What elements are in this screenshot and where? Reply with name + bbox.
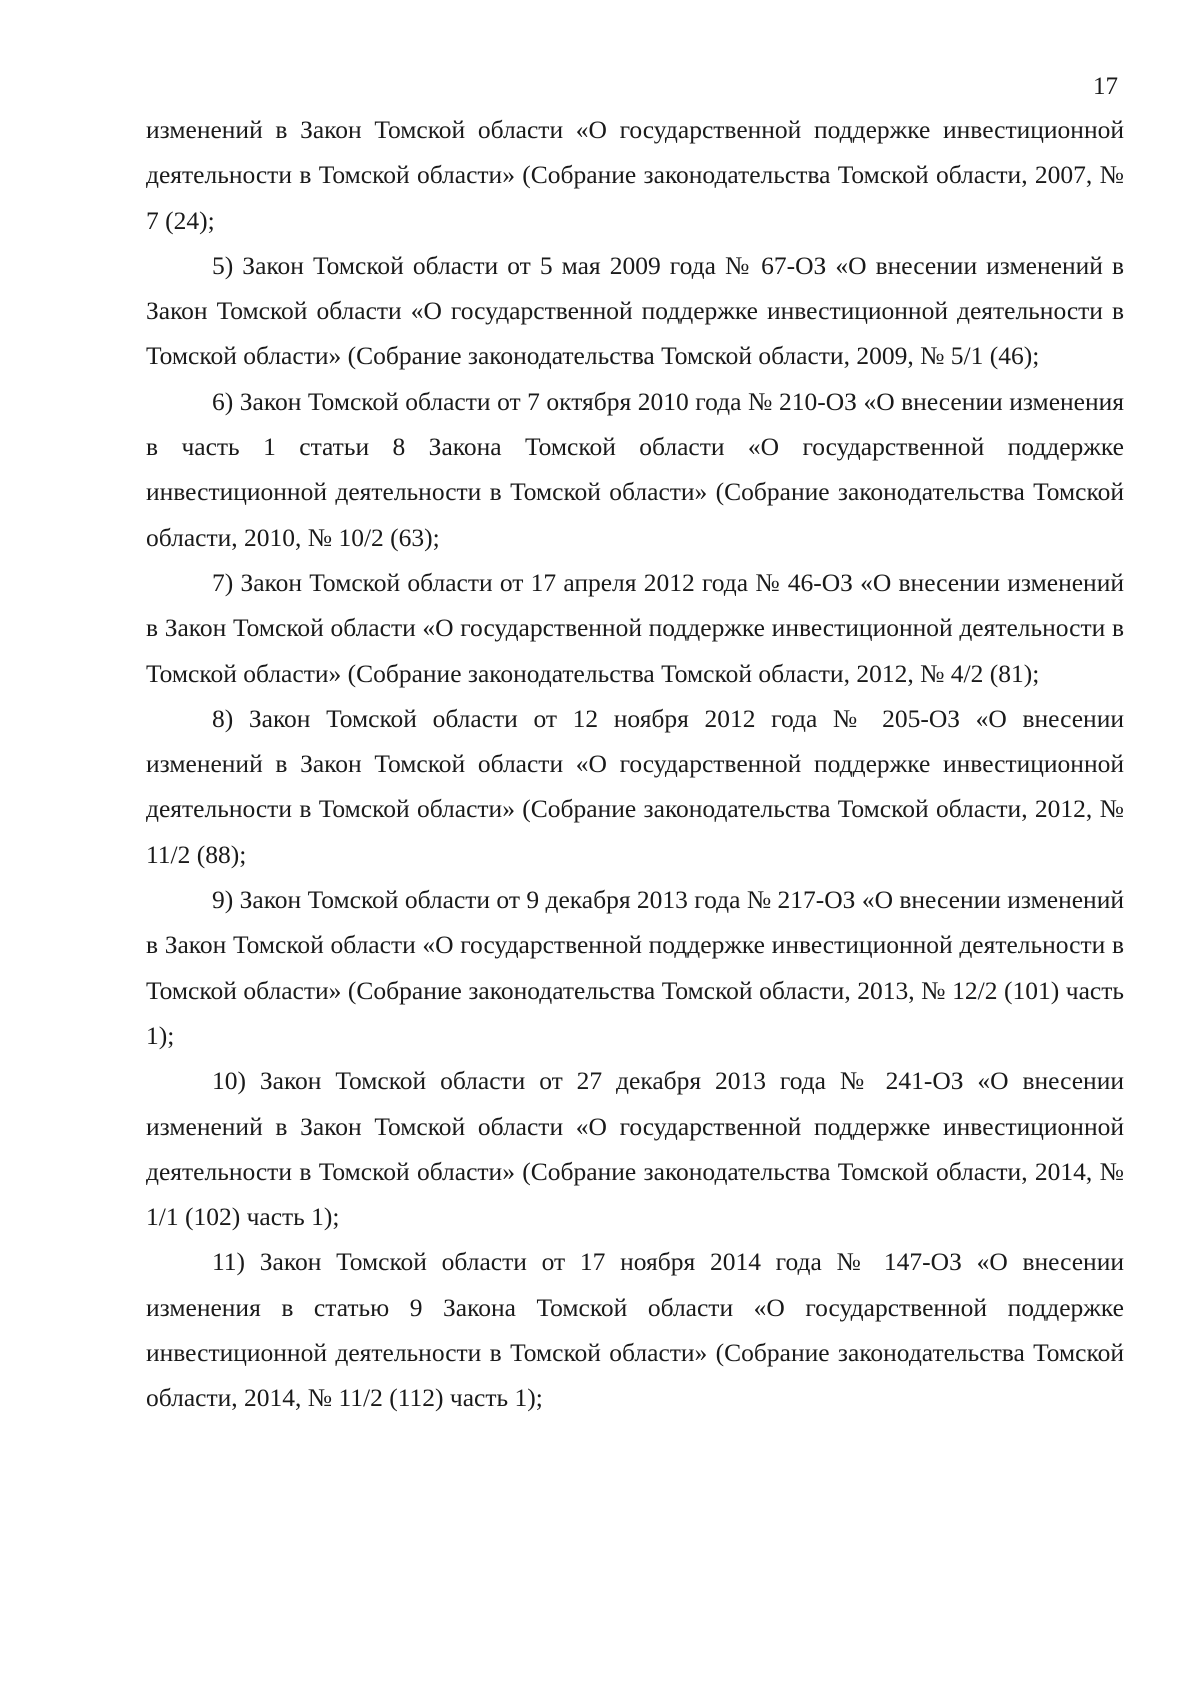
list-item-11: 11) Закон Томской области от 17 ноября 2014 года № 147-ОЗ «О внесении изменения в статью 9 Закона Томской области «О государственной поддержке инвестиционной деятельности в Томской области» (Собрание законодательства Томской области, 2014, № 11/2 (112) часть 1); xyxy=(146,1247,1124,1413)
document-body xyxy=(146,107,1124,1421)
list-item-8: 8) Закон Томской области от 12 ноября 2012 года № 205-ОЗ «О внесении изменений в Закон Томской области «О государственной поддержке инвестиционной деятельности в Томской области» (Собрание законодательства Томской области, 2012, № 11/2 (88); xyxy=(146,703,1124,869)
list-item-6: 6) Закон Томской области от 7 октября 2010 года № 210-ОЗ «О внесении изменения в часть 1 статьи 8 Закона Томской области «О государственной поддержке инвестиционной деятельности в Томской области» (Собрание законодательства Томской области, 2010, № 10/2 (63); xyxy=(146,386,1124,552)
list-item-9: 9) Закон Томской области от 9 декабря 2013 года № 217-ОЗ «О внесении изменений в Закон Томской области «О государственной поддержке инвестиционной деятельности в Томской области» (Собрание законодательства Томской области, 2013, № 12/2 (101) часть 1); xyxy=(146,885,1124,1050)
list-item-7: 7) Закон Томской области от 17 апреля 2012 года № 46-ОЗ «О внесении изменений в Закон Томской области «О государственной поддержке инвестиционной деятельности в Томской области» (Собрание законодательства Томской области, 2012, № 4/2 (81); xyxy=(146,567,1124,688)
list-item-5: 5) Закон Томской области от 5 мая 2009 года № 67-ОЗ «О внесении изменений в Закон Томской области «О государственной поддержке инвестиционной деятельности в Томской области» (Собрание законодательства Томской области, 2009, № 5/1 (46); xyxy=(146,250,1124,371)
list-item-10: 10) Закон Томской области от 27 декабря 2013 года № 241-ОЗ «О внесении изменений в Закон Томской области «О государственной поддержке инвестиционной деятельности в Томской области» (Собрание законодательства Томской области, 2014, № 1/1 (102) часть 1); xyxy=(146,1066,1124,1232)
paragraph-continuation: изменений в Закон Томской области «О государственной поддержке инвестиционной деятельности в Томской области» (Собрание законодательства Томской области, 2007, № 7 (24); xyxy=(146,115,1124,235)
page-number: 17 xyxy=(1093,73,1118,100)
